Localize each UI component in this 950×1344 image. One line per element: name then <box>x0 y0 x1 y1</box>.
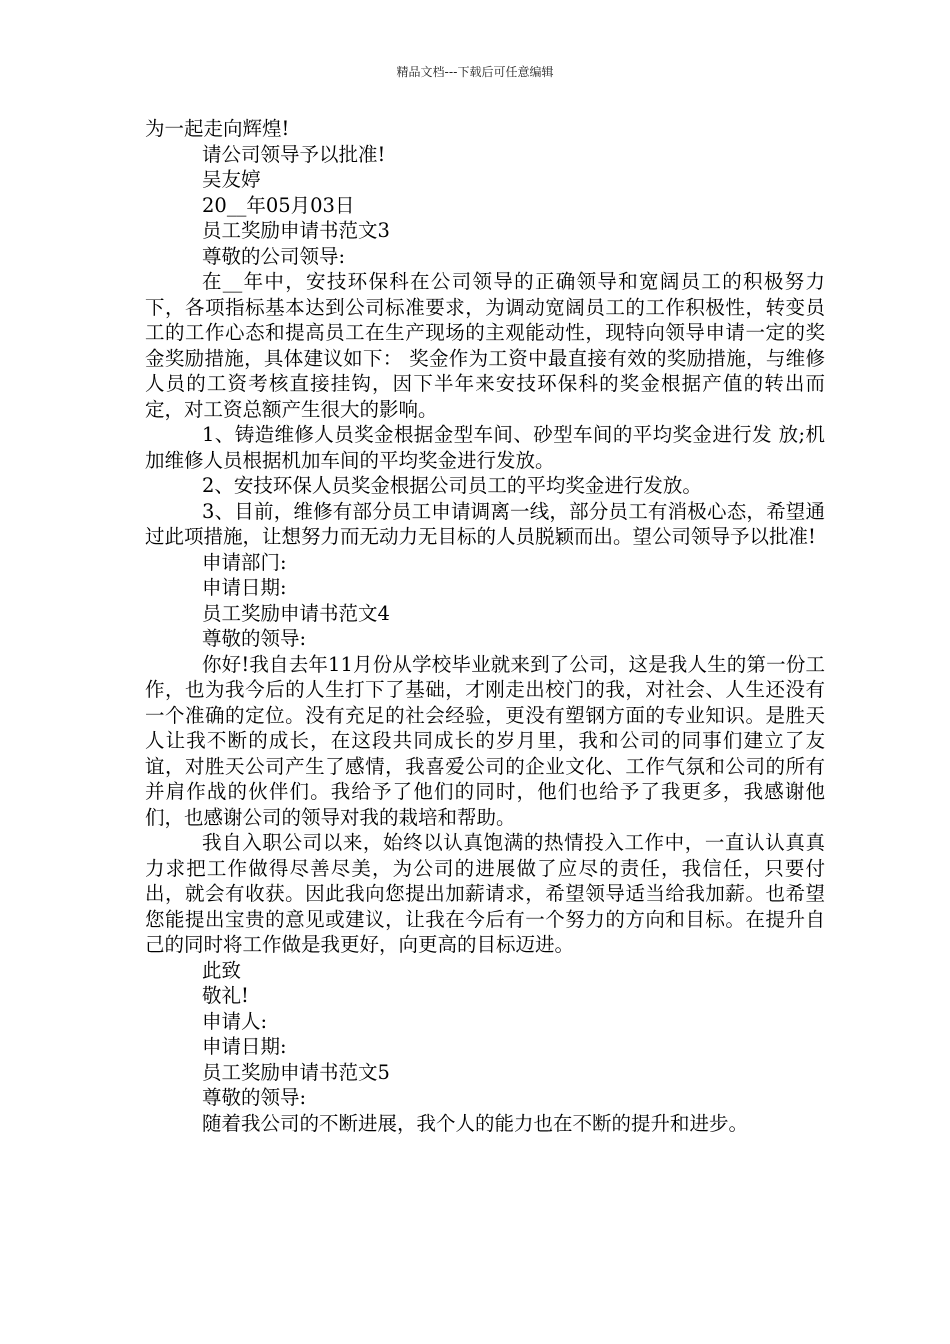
paragraph-approval-request: 请公司领导予以批准! <box>202 142 386 166</box>
paragraph-body-4a: 你好!我自去年11月份从学校毕业就来到了公司，这是我人生的第一份工作，也为我今后的人生打下了基础，才刚走出校门的我，对社会、人生还没有一个准确的定位。没有充足的社会经验，更没有塑钢方面的专业知识。是胜天人让我不断的成长，在这段共同成长的岁月里，我和公司的同事们建立了友谊，对胜天公司产生了感情，我喜爱公司的企业文化、工作气氛和公司的所有并肩作战的伙伴们。我给予了他们的同时，他们也给予了我更多，我感谢他们，也感谢公司的领导对我的栽培和帮助。 <box>145 652 825 829</box>
section-title-5: 员工奖励申请书范文5 <box>202 1060 390 1084</box>
field-date-4: 申请日期: <box>202 1035 287 1058</box>
signature-name: 吴友婷 <box>202 168 261 191</box>
list-item-3: 3、目前，维修有部分员工申请调离一线，部分员工有消极心态，希望通过此项措施，让想努力而无动力无目标的人员脱颖而出。望公司领导予以批准! <box>145 499 825 548</box>
document-body <box>145 116 825 1136</box>
field-department: 申请部门: <box>202 550 287 574</box>
paragraph-body-5: 随着我公司的不断进展，我个人的能力也在不断的提升和进步。 <box>202 1111 749 1135</box>
salutation-5: 尊敬的领导: <box>202 1086 307 1109</box>
salutation-4: 尊敬的领导: <box>202 627 307 650</box>
salutation-3: 尊敬的公司领导: <box>202 244 346 268</box>
section-title-3: 员工奖励申请书范文3 <box>202 219 390 242</box>
field-date: 申请日期: <box>202 576 287 599</box>
list-item-2: 2、安技环保人员奖金根据公司员工的平均奖金进行发放。 <box>202 474 702 497</box>
paragraph-body-3: 在__年中，安技环保科在公司领导的正确领导和宽阔员工的积极努力下，各项指标基本达到公司标准要求，为调动宽阔员工的工作积极性，转变员工的工作心态和提高员工在生产现场的主观能动性，现特向领导申请一定的奖金奖励措施，具体建议如下： 奖金作为工资中最直接有效的奖励措施，与维修人员的工资考核直接挂钩，因下半年来安技环保科的奖金根据产值的转出而定，对工资总额产生很大的影响。 <box>145 270 825 421</box>
page-header: 精品文档---下载后可任意编辑 <box>396 65 554 79</box>
closing-phrase: 此致 <box>202 958 242 982</box>
signature-date: 20__年05月03日 <box>202 193 355 217</box>
paragraph-continuation: 为一起走向辉煌! <box>145 117 290 140</box>
paragraph-body-4b: 我自入职公司以来，始终以认真饱满的热情投入工作中，一直认认真真力求把工作做得尽善尽美，为公司的进展做了应尽的责任，我信任，只要付出，就会有收获。因此我向您提出加薪请求，希望领导适当给我加薪。也希望您能提出宝贵的意见或建议，让我在今后有一个努力的方向和目标。在提升自己的同时将工作做是我更好，向更高的目标迈进。 <box>145 831 825 956</box>
list-item-1: 1、铸造维修人员奖金根据金型车间、砂型车间的平均奖金进行发 放;机加维修人员根据机加车间的平均奖金进行发放。 <box>145 423 825 472</box>
closing-salute: 敬礼! <box>202 984 249 1007</box>
field-applicant: 申请人: <box>202 1009 268 1033</box>
section-title-4: 员工奖励申请书范文4 <box>202 601 390 625</box>
